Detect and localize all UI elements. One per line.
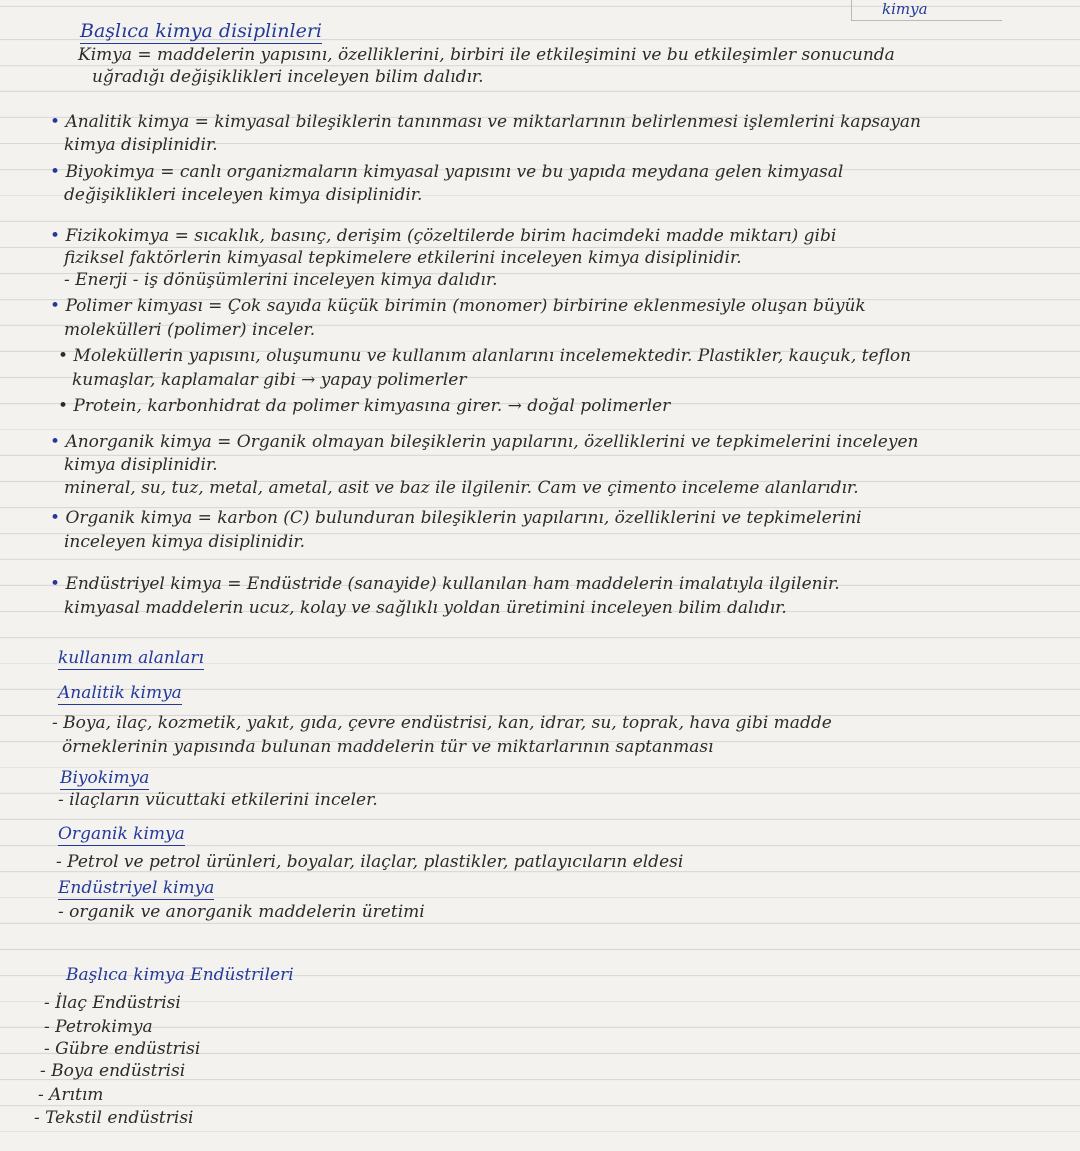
fizikokimya-definition-3: - Enerji - iş dönüşümlerini inceleyen kimya dalıdır. xyxy=(64,270,498,290)
endustriyel-definition-2: kimyasal maddelerin ucuz, kolay ve sağlıklı yoldan üretimini inceleyen bilim dalıdır. xyxy=(64,598,787,618)
industry-item-6: - Tekstil endüstrisi xyxy=(34,1108,194,1128)
industry-item-5: - Arıtım xyxy=(38,1085,104,1105)
anorganik-definition-1: • Anorganik kimya = Organik olmayan bileşiklerin yapılarını, özelliklerini ve tepkimelerini inceleyen xyxy=(50,432,919,452)
usage-analitik-text-2: örneklerinin yapısında bulunan maddelerin tür ve miktarlarının saptanması xyxy=(62,737,714,757)
polimer-definition-2: molekülleri (polimer) inceler. xyxy=(64,320,316,340)
definition-line-1: Kimya = maddelerin yapısını, özelliklerini, birbiri ile etkileşimini ve bu etkileşimler sonucunda xyxy=(78,45,895,65)
industries-heading: Başlıca kimya Endüstrileri xyxy=(66,965,294,985)
usage-endustriyel-text: - organik ve anorganik maddelerin üretimi xyxy=(58,902,425,922)
usage-organik-text: - Petrol ve petrol ürünleri, boyalar, ilaçlar, plastikler, patlayıcıların eldesi xyxy=(56,852,684,872)
usage-analitik-text-1: - Boya, ilaç, kozmetik, yakıt, gıda, çevre endüstrisi, kan, idrar, su, toprak, hava gibi madde xyxy=(52,713,832,733)
usage-analitik-title: Analitik kimya xyxy=(58,683,182,703)
biyokimya-definition-2: değişiklikleri inceleyen kimya disiplinidir. xyxy=(64,185,423,205)
definition-line-2: uğradığı değişiklikleri inceleyen bilim dalıdır. xyxy=(92,67,484,87)
anorganik-definition-2: kimya disiplinidir. xyxy=(64,455,218,475)
polimer-definition-4: kumaşlar, kaplamalar gibi → yapay polimerler xyxy=(72,370,467,390)
usage-heading: kullanım alanları xyxy=(58,648,204,668)
biyokimya-definition-1: • Biyokimya = canlı organizmaların kimyasal yapısını ve bu yapıda meydana gelen kimyasal xyxy=(50,162,844,182)
polimer-definition-1: • Polimer kimyası = Çok sayıda küçük birimin (monomer) birbirine eklenmesiyle oluşan büyük xyxy=(50,296,866,316)
industry-item-3: - Gübre endüstrisi xyxy=(44,1039,201,1059)
organik-definition-2: inceleyen kimya disiplinidir. xyxy=(64,532,306,552)
usage-endustriyel-title: Endüstriyel kimya xyxy=(58,878,215,898)
endustriyel-definition-1: • Endüstriyel kimya = Endüstride (sanayide) kullanılan ham maddelerin imalatıyla ilgilenir. xyxy=(50,574,840,594)
organik-definition-1: • Organik kimya = karbon (C) bulunduran bileşiklerin yapılarını, özelliklerini ve tepkimelerini xyxy=(50,508,862,528)
polimer-definition-5: • Protein, karbonhidrat da polimer kimyasına girer. → doğal polimerler xyxy=(58,396,671,416)
analitik-definition-1: • Analitik kimya = kimyasal bileşiklerin tanınması ve miktarlarının belirlenmesi işlemlerini kapsayan xyxy=(50,112,921,132)
analitik-definition-2: kimya disiplinidir. xyxy=(64,135,218,155)
industry-item-1: - İlaç Endüstrisi xyxy=(44,993,181,1013)
usage-biyokimya-title: Biyokimya xyxy=(60,768,150,788)
industry-item-4: - Boya endüstrisi xyxy=(40,1061,186,1081)
fizikokimya-definition-2: fiziksel faktörlerin kimyasal tepkimelere etkilerini inceleyen kimya disiplinidir. xyxy=(64,248,742,268)
usage-organik-title: Organik kimya xyxy=(58,824,185,844)
polimer-definition-3: • Moleküllerin yapısını, oluşumunu ve kullanım alanlarını incelemektedir. Plastikler, kauçuk, teflon xyxy=(58,346,912,366)
anorganik-definition-3: mineral, su, tuz, metal, ametal, asit ve baz ile ilgilenir. Cam ve çimento inceleme alanlarıdır. xyxy=(64,478,859,498)
corner-label: kimya xyxy=(882,0,928,18)
industry-item-2: - Petrokimya xyxy=(44,1017,153,1037)
fizikokimya-definition-1: • Fizikokimya = sıcaklık, basınç, derişim (çözeltilerde birim hacimdeki madde miktarı) gibi xyxy=(50,226,837,246)
usage-biyokimya-text: - ilaçların vücuttaki etkilerini inceler. xyxy=(58,790,378,810)
page-title: Başlıca kimya disiplinleri xyxy=(80,20,323,42)
